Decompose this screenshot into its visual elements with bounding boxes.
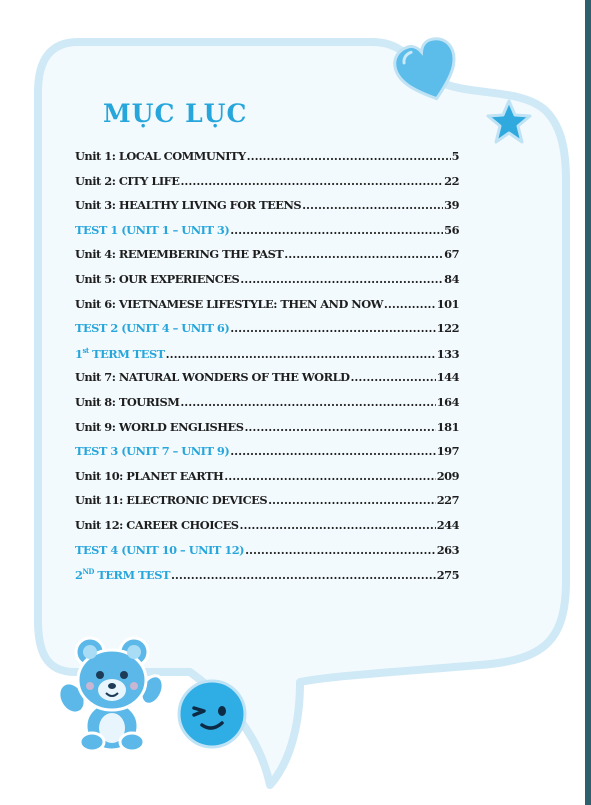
dot-leader xyxy=(166,347,436,361)
toc-entry-label: Unit 6: VIETNAMESE LIFESTYLE: THEN AND NOW xyxy=(75,296,383,311)
dot-leader xyxy=(284,247,443,261)
toc-entry-label: Unit 9: WORLD ENGLISHES xyxy=(75,419,244,434)
dot-leader xyxy=(350,370,435,384)
toc-entry-label: TEST 1 (UNIT 1 – UNIT 3) xyxy=(75,222,230,237)
toc-entry-label: Unit 1: LOCAL COMMUNITY xyxy=(75,149,246,163)
dot-leader xyxy=(180,395,435,409)
toc-entry-page: 197 xyxy=(436,444,459,459)
toc-entry xyxy=(75,198,459,223)
toc-entry-label: Unit 8: TOURISM xyxy=(75,394,180,409)
dot-leader xyxy=(224,469,435,483)
toc-entry xyxy=(75,272,459,297)
toc-entry xyxy=(75,174,459,199)
dot-leader xyxy=(247,149,451,163)
dot-leader xyxy=(230,223,443,237)
dot-leader xyxy=(171,568,436,582)
toc-entry xyxy=(75,420,459,445)
toc-entry-label: Unit 3: HEALTHY LIVING FOR TEENS xyxy=(75,198,302,213)
toc-entry xyxy=(75,567,459,592)
toc-entry-page: 22 xyxy=(444,173,459,188)
toc-entry-page: 122 xyxy=(436,321,459,336)
toc-entry xyxy=(75,493,459,518)
dot-leader xyxy=(245,543,436,557)
toc-entry xyxy=(75,149,459,174)
toc-entry xyxy=(75,543,459,568)
toc-entry-page: 67 xyxy=(444,247,459,262)
dot-leader xyxy=(240,272,443,286)
toc-entry-page: 227 xyxy=(436,493,459,508)
toc-entry-page: 209 xyxy=(436,468,459,483)
toc-entry xyxy=(75,223,459,248)
toc-entry-page: 244 xyxy=(436,517,459,532)
toc-entry-page: 133 xyxy=(436,346,459,361)
dot-leader xyxy=(230,444,436,458)
toc-entry xyxy=(75,297,459,322)
toc-entry-label: 2ND TERM TEST xyxy=(75,567,170,582)
toc-entry-label: Unit 10: PLANET EARTH xyxy=(75,468,224,483)
table-of-contents xyxy=(75,149,459,592)
toc-entry xyxy=(75,247,459,272)
toc-entry-label: Unit 11: ELECTRONIC DEVICES xyxy=(75,493,268,508)
toc-entry-page: 101 xyxy=(436,296,459,311)
star-icon xyxy=(484,98,534,146)
toc-entry-label: TEST 2 (UNIT 4 – UNIT 6) xyxy=(75,321,230,336)
toc-entry-label: Unit 7: NATURAL WONDERS OF THE WORLD xyxy=(75,370,350,385)
dot-leader xyxy=(180,174,443,188)
page-title: MỤC LỤC xyxy=(103,99,248,128)
winking-face-icon xyxy=(176,678,248,750)
toc-entry-label: Unit 5: OUR EXPERIENCES xyxy=(75,271,240,286)
toc-entry xyxy=(75,370,459,395)
dot-leader xyxy=(240,518,436,532)
heart-icon xyxy=(392,36,464,108)
dot-leader xyxy=(230,321,436,335)
teddy-bear-icon xyxy=(52,630,164,754)
toc-entry xyxy=(75,518,459,543)
toc-entry xyxy=(75,346,459,371)
toc-entry-page: 39 xyxy=(444,198,459,213)
toc-entry-label: TEST 3 (UNIT 7 – UNIT 9) xyxy=(75,444,230,459)
toc-entry-label: Unit 2: CITY LIFE xyxy=(75,173,180,188)
toc-entry-page: 56 xyxy=(444,222,459,237)
toc-entry-label: 1st TERM TEST xyxy=(75,345,165,361)
toc-entry-label: Unit 4: REMEMBERING THE PAST xyxy=(75,247,284,262)
toc-entry-page: 275 xyxy=(436,567,459,582)
dot-leader xyxy=(302,198,443,212)
dot-leader xyxy=(244,420,435,434)
toc-entry xyxy=(75,444,459,469)
dot-leader xyxy=(268,493,436,507)
toc-entry xyxy=(75,395,459,420)
toc-entry-label: Unit 12: CAREER CHOICES xyxy=(75,517,239,532)
dot-leader xyxy=(384,297,436,311)
toc-entry xyxy=(75,469,459,494)
toc-entry-page: 144 xyxy=(436,370,459,385)
toc-entry-page: 164 xyxy=(436,394,459,409)
toc-entry-page: 263 xyxy=(436,542,459,557)
toc-entry-label: TEST 4 (UNIT 10 – UNIT 12) xyxy=(75,542,245,557)
toc-entry-page: 84 xyxy=(444,271,459,286)
toc-entry-page: 5 xyxy=(451,149,459,163)
toc-entry xyxy=(75,321,459,346)
toc-entry-page: 181 xyxy=(436,419,459,434)
